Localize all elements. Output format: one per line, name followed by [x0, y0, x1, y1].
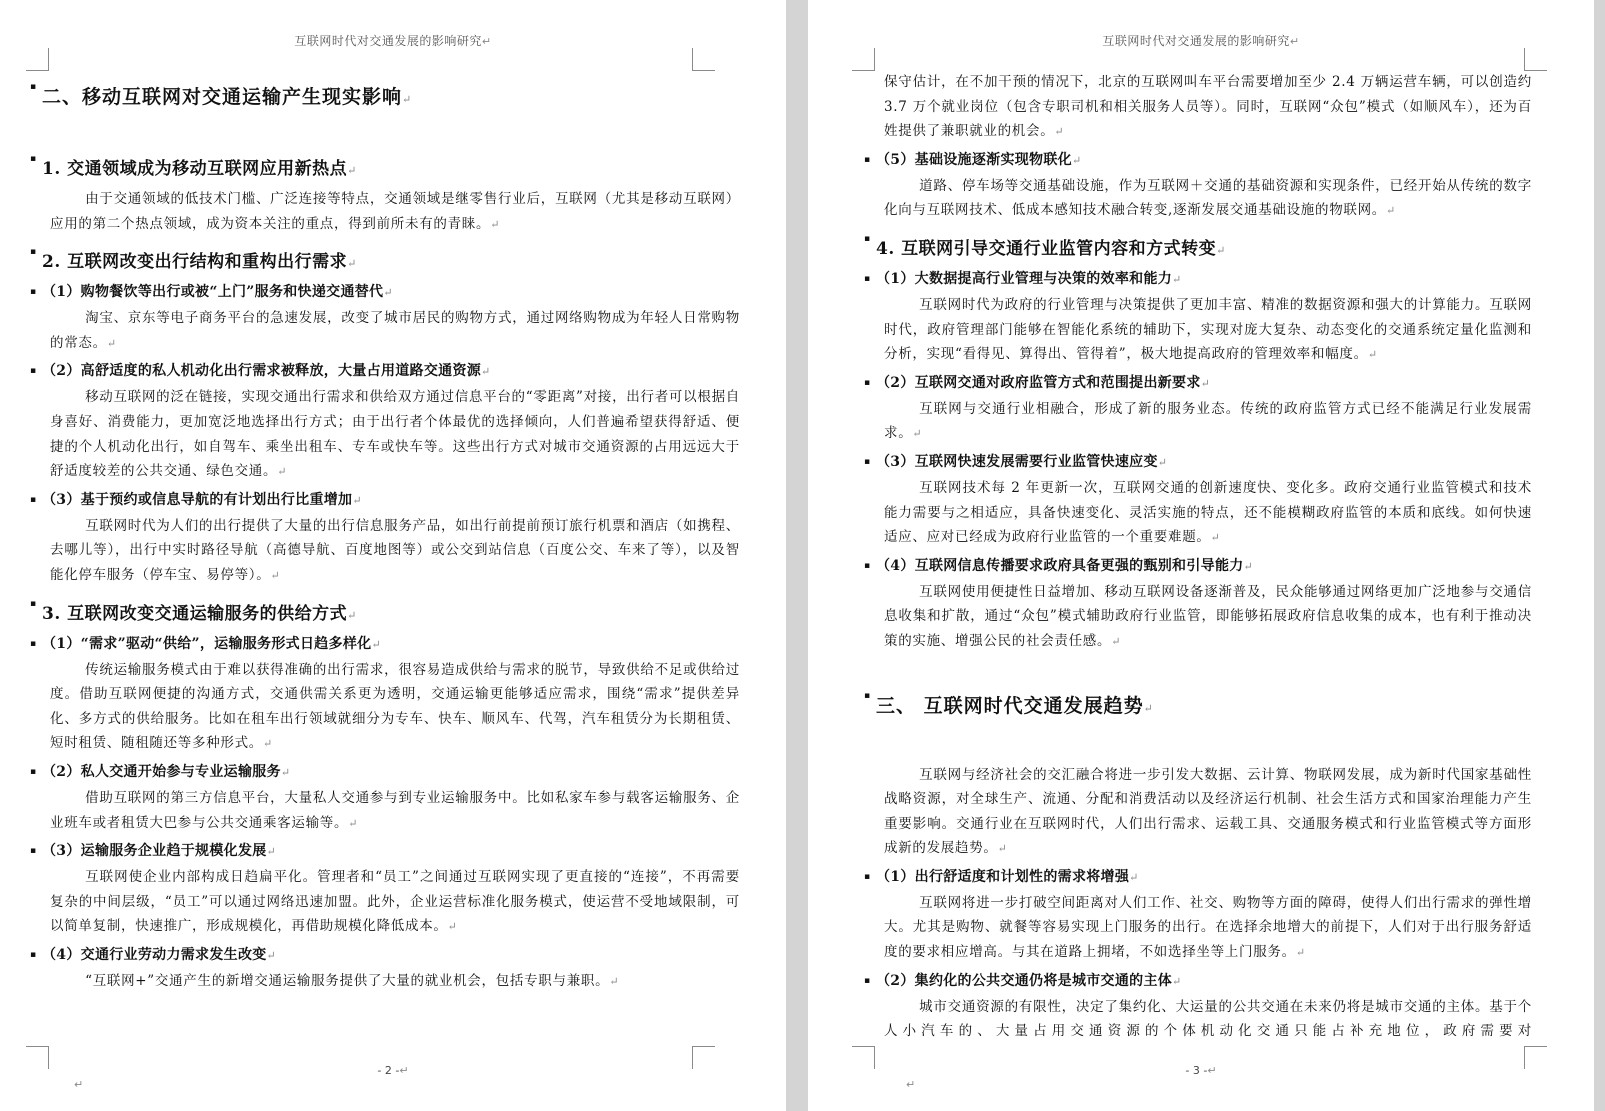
- paragraph-mark: ↵: [106, 336, 117, 350]
- text: （5）基础设施逐渐实现物联化: [876, 151, 1072, 168]
- paragraph-mark: ↵: [997, 842, 1008, 856]
- paragraph-mark: ↵: [383, 286, 393, 300]
- item-heading: [42, 839, 740, 864]
- paragraph-mark: ↵: [1295, 946, 1306, 960]
- text: （4）交通行业劳动力需求发生改变: [42, 946, 267, 963]
- document-page-2: [0, 0, 786, 1111]
- paragraph-mark: ↵: [1200, 376, 1211, 390]
- subsection-heading: [42, 247, 740, 272]
- text: （3）基于预约或信息导航的有计划出行比重增加: [42, 491, 353, 508]
- paragraph-mark: ↵: [1129, 870, 1139, 884]
- body-paragraph: [884, 580, 1532, 655]
- paragraph-mark: ↵: [906, 1078, 916, 1091]
- item-heading: [876, 267, 1532, 292]
- text: （3）运输服务企业趋于规模化发展: [42, 843, 267, 860]
- subsection-heading: [42, 154, 740, 179]
- text: 互联网使用便捷性日益增加、移动互联网设备逐渐普及，民众能够通过网络更加广泛地参与交通信息收集和扩散，通过“众包”模式辅助政府行业监管，即能够拓展政府信息收集的成本，也有利于推动决策的实施、增强公民的社会责任感。: [884, 583, 1532, 649]
- item-heading: [42, 632, 740, 657]
- item-heading: [42, 943, 740, 968]
- paragraph-mark: ↵: [1216, 243, 1226, 257]
- item-heading: [876, 450, 1532, 475]
- paragraph-mark: ↵: [270, 568, 281, 582]
- text: 互联网与交通行业相融合，形成了新的服务业态。传统的政府监管方式已经不能满足行业发展需求。: [884, 400, 1532, 442]
- body-paragraph: [884, 476, 1532, 551]
- text: （2）集约化的公共交通仍将是城市交通的主体: [876, 972, 1173, 989]
- page-header: 互联网时代对交通发展的影响研究↵: [1102, 34, 1300, 48]
- text: 3. 互联网改变交通运输服务的供给方式: [42, 603, 348, 624]
- text: 互联网使企业内部构成日趋扁平化。管理者和“员工”之间通过互联网实现了更直接的“连接”，不再需要复杂的中间层级，“员工”可以通过网络迅速加盟。此外，企业运营标准化服务模式，使运营不受地域限制，可以简单复制，快速推广，形成规模化，再借助规模化降低成本。: [50, 869, 740, 935]
- text: 道路、停车场等交通基础设施，作为互联网＋交通的基础资源和实现条件，已经开始从传统的数字化向与互联网技术、低成本感知技术融合转变,逐渐发展交通基础设施的物联网。: [884, 177, 1532, 219]
- body-paragraph: [50, 865, 740, 940]
- paragraph-mark: ↵: [912, 427, 923, 441]
- text: （3）互联网快速发展需要行业监管快速应变: [876, 453, 1158, 470]
- item-heading: [42, 280, 740, 305]
- text: （1）“需求”驱动“供给”，运输服务形式日趋多样化: [42, 635, 372, 652]
- text: （1）购物餐饮等出行或被“上门”服务和快递交通替代: [42, 284, 384, 301]
- text: 传统运输服务模式由于难以获得准确的出行需求，很容易造成供给与需求的脱节，导致供给不足或供给过度。借助互联网便捷的沟通方式，交通供需关系更为透明，交通运输更能够适应需求，围绕“需求”提供差异化、多方式的供给服务。比如在租车出行领域就细分为专车、快车、顺风车、代驾，汽车租赁分为长期租赁、短时租赁、随租随还等多种形式。: [50, 661, 740, 752]
- text: （1）出行舒适度和计划性的需求将增强: [876, 868, 1130, 885]
- text: 互联网时代为人们的出行提供了大量的出行信息服务产品，如出行前提前预订旅行机票和酒店（如携程、去哪儿等），出行中实时路径导航（高德导航、百度地图等）或公交到站信息（百度公交、车来了等），以及智能化停车服务（停车宝、易停等）。: [50, 517, 740, 583]
- body-paragraph: [50, 969, 740, 995]
- item-heading: [876, 969, 1532, 994]
- page-body[interactable]: [42, 82, 740, 994]
- page-number: - 2 -↵: [377, 1064, 409, 1077]
- paragraph-mark: ↵: [352, 493, 362, 507]
- text: 由于交通领域的低技术门槛、广泛连接等特点，交通领域是继零售行业后，互联网（尤其是移动互联网）应用的第二个热点领域，成为资本关注的重点，得到前所未有的青睐。: [50, 191, 740, 232]
- text: “互联网+”交通产生的新增交通运输服务提供了大量的就业机会，包括专职与兼职。: [85, 972, 610, 989]
- text: 1. 交通领域成为移动互联网应用新热点: [42, 159, 348, 179]
- paragraph-mark: ↵: [266, 948, 277, 962]
- text: 淘宝、京东等电子商务平台的急速发展，改变了城市居民的购物方式，通过网络购物成为年轻人日常购物的常态。: [50, 310, 740, 351]
- paragraph-mark: ↵: [490, 217, 501, 231]
- page-number: - 3 -↵: [1185, 1064, 1217, 1077]
- paragraph-mark: ↵: [280, 765, 291, 779]
- paragraph-mark: ↵: [348, 816, 359, 830]
- body-paragraph: [884, 174, 1532, 224]
- body-paragraph: [884, 397, 1532, 447]
- body-paragraph: [884, 995, 1532, 1044]
- page-body[interactable]: [876, 70, 1532, 1044]
- item-heading: [42, 760, 740, 785]
- item-heading: [42, 488, 740, 513]
- paragraph-mark: ↵: [371, 637, 381, 651]
- item-heading: [876, 148, 1532, 173]
- text: （2）互联网交通对政府监管方式和范围提出新要求: [876, 374, 1201, 391]
- text: （4）互联网信息传播要求政府具备更强的甄别和引导能力: [876, 557, 1244, 574]
- paragraph-mark: ↵: [1386, 204, 1396, 218]
- item-heading: [876, 371, 1532, 396]
- text: （2）高舒适度的私人机动化出行需求被释放，大量占用道路交通资源: [42, 363, 482, 380]
- paragraph-mark: ↵: [1210, 531, 1221, 545]
- section-heading: [876, 691, 1532, 718]
- item-heading: [42, 359, 740, 384]
- page-header: 互联网时代对交通发展的影响研究↵: [294, 34, 492, 48]
- text: 互联网技术每 2 年更新一次，互联网交通的创新速度快、变化多。政府交通行业监管模式和技术能力需要与之相适应，具备快速变化、灵活实施的特点，还不能模糊政府监管的本质和底线。如何快速适应、应对已经成为政府行业监管的一个重要难题。: [884, 479, 1532, 546]
- text: 借助互联网的第三方信息平台，大量私人交通参与到专业运输服务中。比如私家车参与载客运输服务、企业班车或者租赁大巴参与公共交通乘客运输等。: [50, 789, 740, 831]
- paragraph-mark: ↵: [266, 845, 277, 859]
- text: 移动互联网的泛在链接，实现交通出行需求和供给双方通过信息平台的“零距离”对接，出行者可以根据自身喜好、消费能力，更加宽泛地选择出行方式；由于出行者个体最优的选择倾向，人们普遍希望获得舒适、便捷的个人机动化出行，如自驾车、乘坐出租车、专车或快车等。这些出行方式对城市交通资源的占用远远大于舒适度较差的公共交通、绿色交通。: [50, 389, 740, 480]
- paragraph-mark: ↵: [447, 920, 458, 934]
- paragraph-mark: ↵: [1367, 348, 1378, 362]
- text: 城市交通资源的有限性，决定了集约化、大运量的公共交通在未来仍将是城市交通的主体。基于个人小汽车的、大量占用交通资源的个体机动化交通只能占补充地位，政府需要对: [884, 998, 1532, 1040]
- body-paragraph: [50, 786, 740, 836]
- paragraph-mark: ↵: [1172, 974, 1182, 988]
- text: （1）大数据提高行业管理与决策的效率和能力: [876, 270, 1173, 287]
- body-paragraph: [884, 763, 1532, 862]
- crop-mark: [26, 48, 49, 71]
- text: 2. 互联网改变出行结构和重构出行需求: [42, 252, 348, 273]
- text: 互联网时代为政府的行业管理与决策提供了更加丰富、精准的数据资源和强大的计算能力。互联网时代，政府管理部门能够在智能化系统的辅助下，实现对庞大复杂、动态变化的交通系统定量化监测和分析，实现“看得见、算得出、管得着”，极大地提高政府的管理效率和幅度。: [884, 296, 1532, 363]
- paragraph-mark: ↵: [347, 257, 357, 271]
- item-heading: [876, 554, 1532, 579]
- body-paragraph-continued: [884, 70, 1532, 145]
- paragraph-mark: ↵: [402, 93, 413, 106]
- document-page-3: [808, 0, 1594, 1111]
- crop-mark: [1524, 48, 1547, 71]
- body-paragraph: [884, 293, 1532, 368]
- paragraph-mark: ↵: [481, 365, 491, 379]
- text: 三、 互联网时代交通发展趋势: [876, 694, 1144, 717]
- body-paragraph: [50, 306, 740, 356]
- text: 互联网将进一步打破空间距离对人们工作、社交、购物等方面的障碍，使得人们出行需求的弹性增大。尤其是购物、就餐等容易实现上门服务的出行。在选择余地增大的前提下，人们对于出行服务舒适度的要求相应增高。与其在道路上拥堵，不如选择坐等上门服务。: [884, 894, 1532, 961]
- subsection-heading: [876, 234, 1532, 259]
- crop-mark: [692, 48, 715, 71]
- text: 互联网与经济社会的交汇融合将进一步引发大数据、云计算、物联网发展，成为新时代国家基础性战略资源，对全球生产、流通、分配和消费活动以及经济运行机制、社会生活方式和国家治理能力产生重要影响。交通行业在互联网时代，人们出行需求、运载工具、交通服务模式和行业监管模式等方面形成新的发展趋势。: [884, 766, 1532, 857]
- text: （2）私人交通开始参与专业运输服务: [42, 763, 281, 780]
- spacer: [884, 655, 1532, 691]
- paragraph-mark: ↵: [1111, 634, 1122, 648]
- text: 二、移动互联网对交通运输产生现实影响: [42, 86, 403, 108]
- paragraph-mark: ↵: [1071, 153, 1082, 167]
- body-paragraph: [50, 658, 740, 757]
- body-paragraph: [50, 385, 740, 484]
- item-heading: [876, 865, 1532, 890]
- paragraph-mark: ↵: [1143, 701, 1154, 715]
- text: 保守估计，在不加干预的情况下，北京的互联网叫车平台需要增加至少 2.4 万辆运营车辆，可以创造约 3.7 万个就业岗位（包含专职司机和相关服务人员等）。同时，互联网“众包”模式（如顺风车），还为百姓提供了兼职就业的机会。: [884, 74, 1532, 140]
- paragraph-mark: ↵: [1157, 455, 1168, 469]
- paragraph-mark: ↵: [347, 608, 357, 622]
- paragraph-mark: ↵: [1054, 125, 1065, 139]
- subsection-heading: [42, 599, 740, 624]
- text: 4. 互联网引导交通行业监管内容和方式转变: [876, 238, 1217, 259]
- paragraph-mark: ↵: [347, 164, 357, 177]
- paragraph-mark: ↵: [277, 465, 288, 479]
- body-paragraph: [50, 187, 740, 237]
- paragraph-mark: ↵: [1172, 272, 1182, 286]
- body-paragraph: [884, 891, 1532, 966]
- body-paragraph: [50, 514, 740, 589]
- paragraph-mark: ↵: [609, 974, 620, 988]
- paragraph-mark: ↵: [74, 1078, 84, 1091]
- section-heading: [42, 82, 740, 109]
- crop-mark: [852, 48, 875, 71]
- paragraph-mark: ↵: [263, 737, 273, 751]
- paragraph-mark: ↵: [1243, 559, 1254, 573]
